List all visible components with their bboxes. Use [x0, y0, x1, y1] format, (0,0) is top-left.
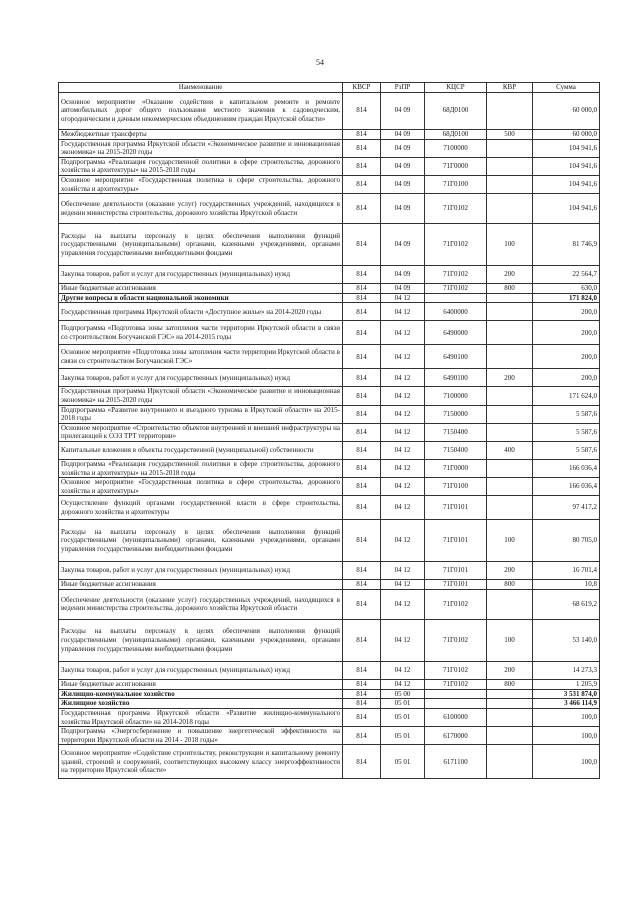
- cell-name: Расходы на выплаты персоналу в целях обеспечения выполнения функций государственными (муниципальными) органами, казенными учреждениями, органами управления государственными внебюджетными фондами: [59, 224, 343, 266]
- cell-kcsr: 71Г0100: [425, 175, 487, 193]
- cell-kvr: 200: [487, 369, 533, 387]
- cell-kvsr: 814: [343, 405, 381, 423]
- cell-rzpr: 04 12: [381, 387, 425, 405]
- cell-kcsr: 71Г0000: [425, 459, 487, 477]
- table-row: [59, 520, 600, 562]
- cell-kcsr: 68Д0100: [425, 129, 487, 139]
- cell-sum: 3 531 874,0: [533, 689, 600, 699]
- table-row: [59, 745, 600, 779]
- cell-name: Другие вопросы в области национальной экономики: [59, 293, 343, 303]
- table-body: [59, 92, 600, 779]
- page-number: 54: [316, 58, 324, 67]
- cell-kcsr: 7100000: [425, 139, 487, 157]
- cell-sum: 97 417,2: [533, 496, 600, 520]
- table-header-row: [59, 83, 600, 93]
- cell-rzpr: 04 12: [381, 369, 425, 387]
- cell-sum: 14 273,3: [533, 661, 600, 679]
- cell-name: Обеспечение деятельности (оказание услуг) государственных учреждений, находящихся в ведении министерства строительства, дорожного хозяйства Иркутской области: [59, 194, 343, 224]
- cell-kvr: [487, 139, 533, 157]
- cell-sum: 104 941,6: [533, 139, 600, 157]
- cell-sum: 171 824,0: [533, 293, 600, 303]
- cell-kvsr: 814: [343, 387, 381, 405]
- cell-kcsr: 6490000: [425, 321, 487, 345]
- cell-kcsr: 6171100: [425, 745, 487, 779]
- cell-sum: 100,0: [533, 709, 600, 727]
- cell-sum: 171 624,0: [533, 387, 600, 405]
- cell-kvsr: 814: [343, 345, 381, 369]
- cell-name: Государственная программа Иркутской области «Экономическое развитие и инновационная экономика» на 2015-2020 годы: [59, 139, 343, 157]
- cell-sum: 3 466 114,9: [533, 699, 600, 709]
- budget-table: [58, 82, 600, 779]
- cell-sum: 104 941,6: [533, 194, 600, 224]
- cell-sum: 80 705,0: [533, 520, 600, 562]
- cell-rzpr: 04 12: [381, 293, 425, 303]
- cell-sum: 5 587,6: [533, 405, 600, 423]
- table-row: [59, 580, 600, 590]
- table-row: [59, 194, 600, 224]
- cell-name: Расходы на выплаты персоналу в целях обеспечения выполнения функций государственными (муниципальными) органами, казенными учреждениями, органами управления государственными внебюджетными фондами: [59, 520, 343, 562]
- cell-sum: 22 564,7: [533, 266, 600, 284]
- cell-sum: 16 701,4: [533, 562, 600, 580]
- header-rzpr: РзПР: [381, 83, 425, 93]
- cell-kvsr: 814: [343, 496, 381, 520]
- cell-kvsr: 814: [343, 562, 381, 580]
- cell-kvsr: 814: [343, 139, 381, 157]
- cell-rzpr: 04 09: [381, 175, 425, 193]
- cell-sum: 200,0: [533, 369, 600, 387]
- cell-sum: 60 000,0: [533, 129, 600, 139]
- cell-name: Подпрограмма «Энергосбережение и повышение энергетической эффективности на территории Иркутской области на 2014 - 2018 годы»: [59, 727, 343, 745]
- cell-kvr: [487, 459, 533, 477]
- cell-name: Закупка товаров, работ и услуг для государственных (муниципальных) нужд: [59, 266, 343, 284]
- cell-kcsr: 71Г0102: [425, 266, 487, 284]
- cell-kvsr: 814: [343, 423, 381, 441]
- cell-kvsr: 814: [343, 224, 381, 266]
- cell-kcsr: 71Г0102: [425, 619, 487, 661]
- cell-kvr: 800: [487, 679, 533, 689]
- cell-kvsr: 814: [343, 699, 381, 709]
- cell-kvsr: 814: [343, 157, 381, 175]
- cell-kvr: [487, 496, 533, 520]
- table-row: [59, 727, 600, 745]
- cell-name: Основное мероприятие «Государственная политика в сфере строительства, дорожного хозяйства и архитектуры»: [59, 175, 343, 193]
- table-row: [59, 284, 600, 294]
- table-row: [59, 92, 600, 129]
- cell-kvr: 100: [487, 619, 533, 661]
- cell-kvsr: 814: [343, 619, 381, 661]
- table-row: [59, 321, 600, 345]
- cell-kcsr: 7150000: [425, 405, 487, 423]
- cell-kvr: [487, 589, 533, 619]
- table-row: [59, 423, 600, 441]
- cell-rzpr: 04 09: [381, 129, 425, 139]
- cell-kvsr: 814: [343, 661, 381, 679]
- cell-kcsr: 71Г0102: [425, 224, 487, 266]
- header-kcsr: КЦСР: [425, 83, 487, 93]
- cell-sum: 200,0: [533, 303, 600, 321]
- cell-kcsr: 7150400: [425, 423, 487, 441]
- cell-rzpr: 04 09: [381, 92, 425, 129]
- cell-rzpr: 04 09: [381, 224, 425, 266]
- table-row: [59, 266, 600, 284]
- cell-rzpr: 04 12: [381, 459, 425, 477]
- cell-rzpr: 04 12: [381, 562, 425, 580]
- cell-name: Основное мероприятие «Строительство объектов внутренней и внешней инфраструктуры на прилегающей к ОЭЗ ТРТ территории»: [59, 423, 343, 441]
- table-row: [59, 699, 600, 709]
- cell-kvsr: 814: [343, 293, 381, 303]
- cell-kcsr: 7100000: [425, 387, 487, 405]
- cell-kvsr: 814: [343, 727, 381, 745]
- cell-sum: 5 587,6: [533, 441, 600, 459]
- cell-kvsr: 814: [343, 194, 381, 224]
- cell-kvsr: 814: [343, 459, 381, 477]
- cell-kcsr: 6400000: [425, 303, 487, 321]
- cell-kvr: [487, 478, 533, 496]
- cell-name: Иные бюджетные ассигнования: [59, 284, 343, 294]
- table-row: [59, 129, 600, 139]
- cell-name: Осуществление функций органами государственной власти в сфере строительства, дорожного хозяйства и архитектуры: [59, 496, 343, 520]
- cell-kvr: [487, 321, 533, 345]
- cell-kvr: 200: [487, 266, 533, 284]
- table-row: [59, 369, 600, 387]
- cell-kvr: [487, 727, 533, 745]
- table-row: [59, 405, 600, 423]
- table-row: [59, 303, 600, 321]
- header-name: Наименование: [59, 83, 343, 93]
- table-row: [59, 175, 600, 193]
- cell-kvr: [487, 689, 533, 699]
- cell-kcsr: 68Д0100: [425, 92, 487, 129]
- cell-rzpr: 04 12: [381, 679, 425, 689]
- table-row: [59, 157, 600, 175]
- cell-sum: 53 140,0: [533, 619, 600, 661]
- cell-name: Обеспечение деятельности (оказание услуг) государственных учреждений, находящихся в ведении министерства строительства, дорожного хозяйства Иркутской области: [59, 589, 343, 619]
- cell-kcsr: 7150400: [425, 441, 487, 459]
- cell-kvr: 500: [487, 129, 533, 139]
- cell-name: Закупка товаров, работ и услуг для государственных (муниципальных) нужд: [59, 369, 343, 387]
- cell-kcsr: 71Г0102: [425, 194, 487, 224]
- cell-rzpr: 05 01: [381, 699, 425, 709]
- cell-rzpr: 04 09: [381, 157, 425, 175]
- cell-name: Межбюджетные трансферты: [59, 129, 343, 139]
- cell-name: Иные бюджетные ассигнования: [59, 580, 343, 590]
- cell-kvsr: 814: [343, 745, 381, 779]
- cell-sum: 104 941,6: [533, 175, 600, 193]
- cell-kvsr: 814: [343, 709, 381, 727]
- cell-kcsr: [425, 699, 487, 709]
- cell-kcsr: 71Г0102: [425, 679, 487, 689]
- cell-name: Подпрограмма «Реализация государственной политики в сфере строительства, дорожного хозяйства и архитектуры» на 2015-2018 годы: [59, 459, 343, 477]
- cell-rzpr: 04 12: [381, 589, 425, 619]
- header-kvr: КВР: [487, 83, 533, 93]
- cell-kcsr: 6100000: [425, 709, 487, 727]
- cell-kvr: [487, 345, 533, 369]
- table-row: [59, 709, 600, 727]
- cell-kvr: 800: [487, 580, 533, 590]
- cell-kvsr: 814: [343, 580, 381, 590]
- cell-kvr: [487, 745, 533, 779]
- cell-kvr: [487, 387, 533, 405]
- table-row: [59, 619, 600, 661]
- cell-rzpr: 04 12: [381, 321, 425, 345]
- cell-name: Капитальные вложения в объекты государственной (муниципальной) собственности: [59, 441, 343, 459]
- cell-kvr: [487, 699, 533, 709]
- cell-rzpr: 05 01: [381, 709, 425, 727]
- cell-rzpr: 04 12: [381, 520, 425, 562]
- cell-kvr: 100: [487, 224, 533, 266]
- cell-rzpr: 04 12: [381, 303, 425, 321]
- cell-kvsr: 814: [343, 92, 381, 129]
- cell-kvr: [487, 405, 533, 423]
- cell-sum: 100,0: [533, 727, 600, 745]
- cell-kvr: 800: [487, 284, 533, 294]
- cell-kvsr: 814: [343, 321, 381, 345]
- cell-kvr: [487, 709, 533, 727]
- cell-kcsr: 71Г0100: [425, 478, 487, 496]
- cell-rzpr: 04 12: [381, 619, 425, 661]
- cell-kcsr: 71Г0101: [425, 520, 487, 562]
- cell-name: Основное мероприятие «Подготовка зоны затопления части территории Иркутской области в связи со строительством Богучанской ГЭС»: [59, 345, 343, 369]
- cell-name: Государственная программа Иркутской области «Доступное жилье» на 2014-2020 годы: [59, 303, 343, 321]
- cell-kcsr: 71Г0101: [425, 580, 487, 590]
- table-row: [59, 689, 600, 699]
- cell-kcsr: 71Г0102: [425, 589, 487, 619]
- header-kvsr: КВСР: [343, 83, 381, 93]
- cell-name: Государственная программа Иркутской области «Развитие жилищно-коммунального хозяйства Иркутской области» на 2014-2018 годы: [59, 709, 343, 727]
- cell-sum: 104 941,6: [533, 157, 600, 175]
- cell-name: Жилищное хозяйство: [59, 699, 343, 709]
- cell-kvr: 100: [487, 520, 533, 562]
- table-row: [59, 661, 600, 679]
- cell-kvsr: 814: [343, 589, 381, 619]
- cell-name: Закупка товаров, работ и услуг для государственных (муниципальных) нужд: [59, 661, 343, 679]
- cell-rzpr: 05 01: [381, 727, 425, 745]
- cell-kvr: 400: [487, 441, 533, 459]
- cell-kcsr: 6490100: [425, 369, 487, 387]
- cell-kvr: [487, 175, 533, 193]
- cell-sum: 68 619,2: [533, 589, 600, 619]
- table-row: [59, 387, 600, 405]
- cell-rzpr: 05 01: [381, 745, 425, 779]
- cell-kvr: [487, 423, 533, 441]
- cell-sum: 60 000,0: [533, 92, 600, 129]
- cell-kvr: [487, 157, 533, 175]
- cell-kvr: [487, 194, 533, 224]
- cell-kvr: 200: [487, 661, 533, 679]
- cell-kvsr: 814: [343, 303, 381, 321]
- cell-rzpr: 04 09: [381, 266, 425, 284]
- cell-rzpr: 04 12: [381, 496, 425, 520]
- cell-name: Иные бюджетные ассигнования: [59, 679, 343, 689]
- cell-rzpr: 04 12: [381, 405, 425, 423]
- cell-sum: 166 036,4: [533, 478, 600, 496]
- cell-name: Государственная программа Иркутской области «Экономическое развитие и инновационная экономика» на 2015-2020 годы: [59, 387, 343, 405]
- table-row: [59, 562, 600, 580]
- cell-kcsr: 71Г0101: [425, 496, 487, 520]
- table-row: [59, 441, 600, 459]
- cell-kcsr: 6490100: [425, 345, 487, 369]
- cell-kvsr: 814: [343, 175, 381, 193]
- cell-rzpr: 04 12: [381, 423, 425, 441]
- cell-rzpr: 05 00: [381, 689, 425, 699]
- cell-kvsr: 814: [343, 520, 381, 562]
- table-row: [59, 345, 600, 369]
- cell-kvsr: 814: [343, 689, 381, 699]
- table-row: [59, 478, 600, 496]
- cell-rzpr: 04 12: [381, 580, 425, 590]
- cell-name: Основное мероприятие «Государственная политика в сфере строительства, дорожного хозяйства и архитектуры»: [59, 478, 343, 496]
- table-row: [59, 679, 600, 689]
- cell-rzpr: 04 12: [381, 441, 425, 459]
- cell-rzpr: 04 12: [381, 478, 425, 496]
- cell-name: Подпрограмма «Реализация государственной политики в сфере строительства, дорожного хозяйства и архитектуры» на 2015-2018 годы: [59, 157, 343, 175]
- header-sum: Сумма: [533, 83, 600, 93]
- cell-kvr: [487, 92, 533, 129]
- cell-name: Жилищно-коммунальное хозяйство: [59, 689, 343, 699]
- cell-rzpr: 04 09: [381, 194, 425, 224]
- table-row: [59, 293, 600, 303]
- cell-sum: 200,0: [533, 321, 600, 345]
- cell-rzpr: 04 09: [381, 139, 425, 157]
- cell-kvsr: 814: [343, 478, 381, 496]
- table-row: [59, 139, 600, 157]
- cell-kvsr: 814: [343, 284, 381, 294]
- cell-rzpr: 04 12: [381, 345, 425, 369]
- cell-sum: 10,8: [533, 580, 600, 590]
- table-row: [59, 224, 600, 266]
- cell-kcsr: 71Г0102: [425, 284, 487, 294]
- cell-sum: 81 746,9: [533, 224, 600, 266]
- cell-rzpr: 04 12: [381, 661, 425, 679]
- cell-kvsr: 814: [343, 441, 381, 459]
- cell-sum: 166 036,4: [533, 459, 600, 477]
- cell-name: Закупка товаров, работ и услуг для государственных (муниципальных) нужд: [59, 562, 343, 580]
- cell-kvsr: 814: [343, 369, 381, 387]
- cell-sum: 5 587,6: [533, 423, 600, 441]
- cell-kcsr: [425, 293, 487, 303]
- cell-kvr: 200: [487, 562, 533, 580]
- cell-sum: 100,0: [533, 745, 600, 779]
- cell-kvsr: 814: [343, 266, 381, 284]
- cell-name: Расходы на выплаты персоналу в целях обеспечения выполнения функций государственными (муниципальными) органами, казенными учреждениями, органами управления государственными внебюджетными фондами: [59, 619, 343, 661]
- cell-kcsr: [425, 689, 487, 699]
- cell-kcsr: 6170000: [425, 727, 487, 745]
- cell-kvr: [487, 303, 533, 321]
- cell-rzpr: 04 09: [381, 284, 425, 294]
- cell-sum: 200,0: [533, 345, 600, 369]
- cell-kcsr: 71Г0102: [425, 661, 487, 679]
- cell-kcsr: 71Г0000: [425, 157, 487, 175]
- cell-name: Основное мероприятие «Оказание содействия в капитальном ремонте и ремонте автомобильных дорог общего пользования местного значения к садоводческим, огородническим и дачным некоммерческим объединениям граждан Иркутской области»: [59, 92, 343, 129]
- cell-name: Подпрограмма «Развитие внутреннего и въездного туризма в Иркутской области» на 2015-2018 годы: [59, 405, 343, 423]
- table-row: [59, 589, 600, 619]
- table-row: [59, 496, 600, 520]
- cell-kvsr: 814: [343, 679, 381, 689]
- cell-name: Подпрограмма «Подготовка зоны затопления части территории Иркутской области в связи со строительством Богучанской ГЭС» на 2014-2015 годы: [59, 321, 343, 345]
- cell-sum: 630,0: [533, 284, 600, 294]
- cell-sum: 1 205,9: [533, 679, 600, 689]
- cell-kvsr: 814: [343, 129, 381, 139]
- cell-kvr: [487, 293, 533, 303]
- cell-name: Основное мероприятие «Содействие строительству, реконструкции и капитальному ремонту зданий, строений и сооружений, соответствующих высокому классу энергоэффективности на территории Иркутской области»: [59, 745, 343, 779]
- cell-kcsr: 71Г0101: [425, 562, 487, 580]
- table-row: [59, 459, 600, 477]
